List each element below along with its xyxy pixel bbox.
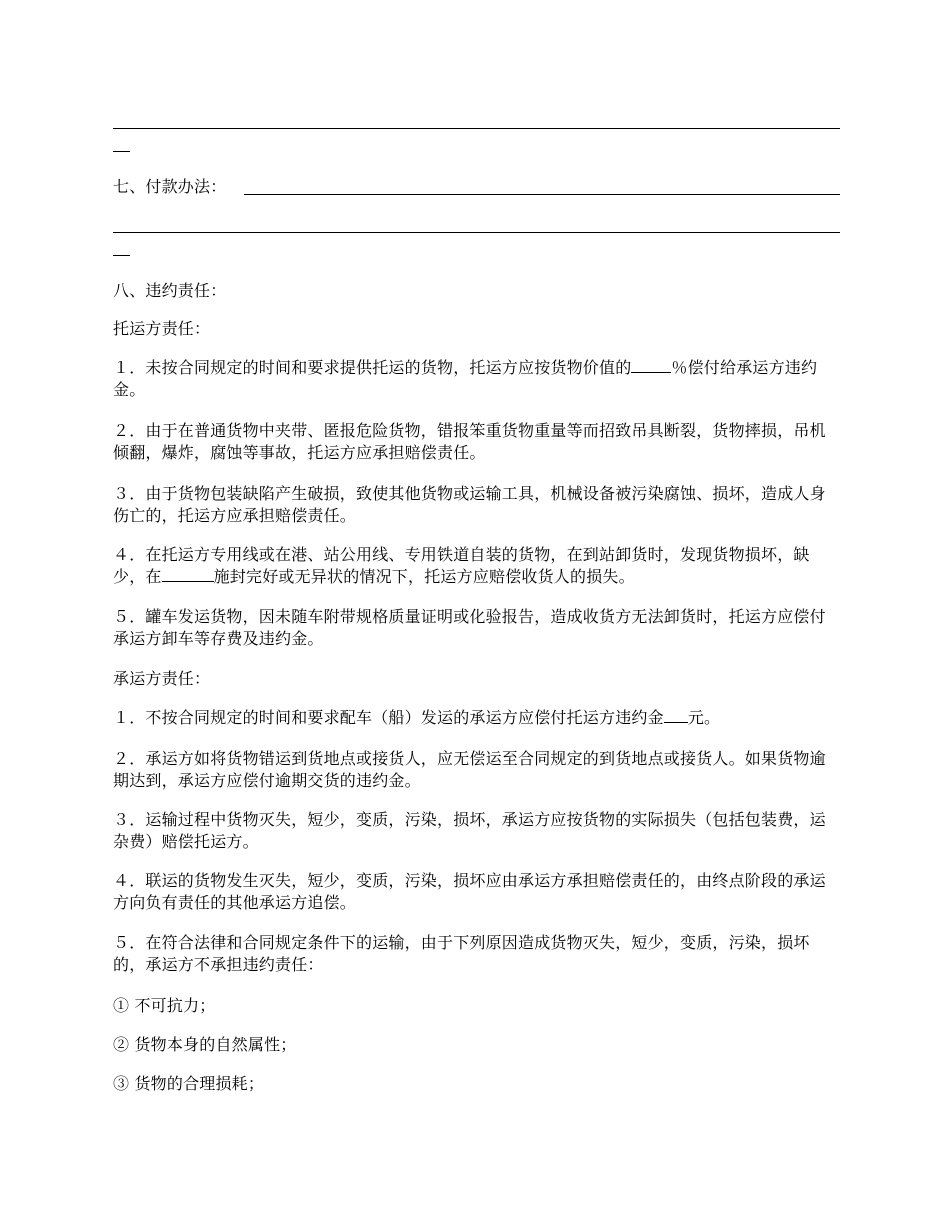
carrier-item-4: ４．联运的货物发生灭失，短少，变质，污染，损坏应由承运方承担赔偿责任的，由终点阶段的承运方向负有责任的其他承运方追偿。 — [113, 871, 826, 912]
carrier-item-1: １．不按合同规定的时间和要求配车（船）发运的承运方应偿付托运方违约金 元。 — [113, 708, 721, 727]
shipper-item-4: ４．在托运方专用线或在港、站公用线、专用铁道自装的货物，在到站卸货时，发现货物损坏，缺少，在 施封完好或无异状的情况下，托运方应赔偿收货人的损失。 — [113, 545, 810, 586]
shipper-item-5: ５．罐车发运货物，因未随车附带规格质量证明或化验报告，造成收货方无法卸货时，托运方应偿付承运方卸车等存费及违约金。 — [113, 607, 826, 648]
shipper-item-3: ３．由于货物包装缺陷产生破损，致使其他货物或运输工具，机械设备被污染腐蚀、损坏，造成人身伤亡的，托运方应承担赔偿责任。 — [113, 484, 826, 525]
fill-in-line-tail — [113, 255, 130, 256]
carrier-item-5: ５．在符合法律和合同规定条件下的运输，由于下列原因造成货物灭失，短少，变质，污染，损坏的，承运方不承担违约责任： — [113, 933, 810, 974]
carrier-item-2: ２．承运方如将货物错运到货地点或接货人，应无偿运至合同规定的到货地点或接货人。如果货物逾期达到，承运方应偿付逾期交货的违约金。 — [113, 749, 826, 790]
exemption-item: ② 货物本身的自然属性； — [113, 1035, 297, 1054]
fill-in-line — [113, 232, 840, 233]
fill-in-blank — [631, 357, 671, 373]
payment-method-heading: 七、付款办法： — [113, 177, 227, 196]
breach-liability-heading: 八、违约责任： — [113, 281, 227, 300]
fill-in-line — [113, 128, 840, 129]
shipper-item-1: １．未按合同规定的时间和要求提供托运的货物，托运方应按货物价值的 ％偿付给承运方违约金。 — [113, 358, 818, 399]
exemption-item: ① 不可抗力； — [113, 996, 216, 1015]
fill-in-line-tail — [113, 151, 130, 152]
carrier-liability-heading: 承运方责任： — [113, 669, 211, 688]
payment-method-fill-line — [244, 194, 840, 195]
fill-in-blank — [664, 707, 688, 723]
exemption-item: ③ 货物的合理损耗； — [113, 1074, 265, 1093]
shipper-item-2: ２．由于在普通货物中夹带、匿报危险货物，错报笨重货物重量等而招致吊具断裂，货物摔损，吊机倾翻，爆炸，腐蚀等事故，托运方应承担赔偿责任。 — [113, 421, 826, 462]
carrier-item-3: ３．运输过程中货物灭失，短少，变质，污染，损坏，承运方应按货物的实际损失（包括包装费，运杂费）赔偿托运方。 — [113, 810, 826, 851]
fill-in-blank — [162, 566, 214, 582]
shipper-liability-heading: 托运方责任： — [113, 319, 211, 338]
